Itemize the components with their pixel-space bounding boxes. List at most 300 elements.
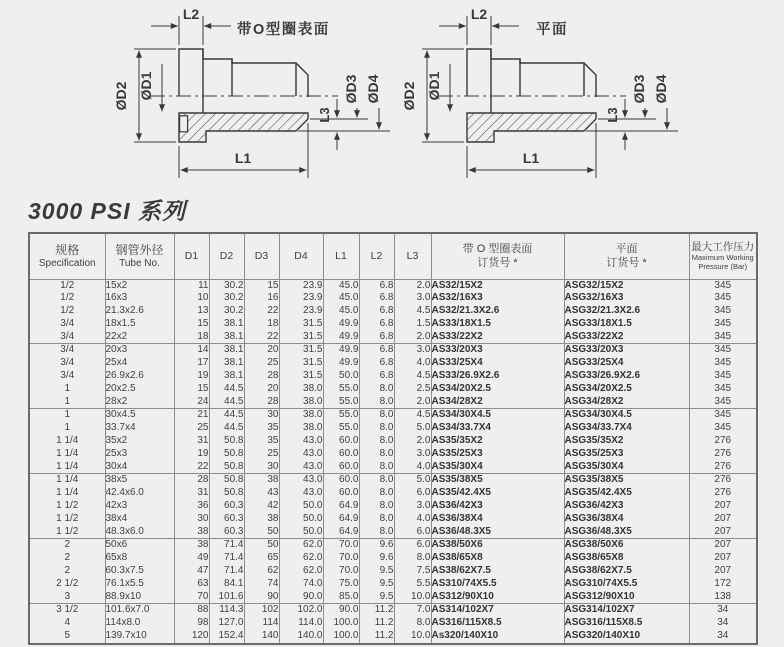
cell-pressure: 276 (689, 487, 757, 500)
cell-order-oring: AS312/90X10 (431, 591, 564, 604)
cell-tube: 101.6x7.0 (105, 604, 174, 617)
cell-l2: 6.8 (359, 370, 394, 383)
cell-l3: 8.0 (394, 617, 431, 630)
cell-l1: 60.0 (323, 435, 359, 448)
col-header-d4: D4 (279, 233, 323, 279)
table-row (29, 331, 757, 344)
col-header-l3: L3 (394, 233, 431, 279)
cell-d2: 114.3 (209, 604, 244, 617)
fitting-outline (467, 49, 596, 142)
dim-label-l3: L3 (317, 107, 332, 123)
cell-d2: 50.8 (209, 461, 244, 474)
cell-d2: 44.5 (209, 396, 244, 409)
cell-order-oring: AS32/15X2 (431, 279, 564, 292)
cell-d1: 49 (174, 552, 209, 565)
cell-spec: 1 (64, 395, 71, 407)
table-row (29, 526, 757, 539)
cell-tube: 38x5 (105, 474, 174, 487)
cell-d4: 31.5 (279, 331, 323, 344)
cell-order-oring: AS36/48.3X5 (431, 526, 564, 539)
cell-pressure: 34 (689, 604, 757, 617)
oring-groove (180, 116, 188, 132)
dim-label-d4: ØD4 (365, 74, 381, 104)
cell-order-oring: AS35/38X5 (431, 474, 564, 487)
cell-d1: 15 (174, 318, 209, 331)
cell-order-oring: AS33/22X2 (431, 331, 564, 344)
cell-tube: 22x2 (105, 331, 174, 344)
cell-spec: 1 1/4 (56, 447, 79, 459)
cell-d2: 44.5 (209, 422, 244, 435)
cell-l3: 3.0 (394, 344, 431, 357)
cell-d4: 74.0 (279, 578, 323, 591)
cell-d4: 43.0 (279, 461, 323, 474)
cell-l3: 4.0 (394, 357, 431, 370)
flat-fitting-drawing (288, 2, 680, 194)
cell-pressure: 345 (689, 292, 757, 305)
dim-label-l2: L2 (470, 6, 488, 22)
cell-spec: 1 (64, 382, 71, 394)
cell-l1: 45.0 (323, 292, 359, 305)
cell-d1: 10 (174, 292, 209, 305)
cell-pressure: 207 (689, 500, 757, 513)
cell-d2: 71.4 (209, 565, 244, 578)
table-row (29, 500, 757, 513)
cell-tube: 38x4 (105, 513, 174, 526)
cell-tube: 28x2 (105, 396, 174, 409)
cell-pressure: 276 (689, 435, 757, 448)
cell-spec: 2 1/2 (56, 577, 79, 589)
cell-l1: 60.0 (323, 461, 359, 474)
cell-order-oring: AS35/30X4 (431, 461, 564, 474)
cell-d2: 38.1 (209, 370, 244, 383)
col-header-flat-order: 平面 订货号 * (564, 233, 689, 279)
col-header-d3: D3 (244, 233, 279, 279)
cell-l3: 8.0 (394, 552, 431, 565)
cell-d3: 20 (244, 344, 279, 357)
cell-pressure: 345 (689, 305, 757, 318)
cell-d4: 23.9 (279, 305, 323, 318)
cell-d1: 18 (174, 331, 209, 344)
cell-l3: 4.5 (394, 370, 431, 383)
cell-order-flat: ASG35/30X4 (564, 461, 689, 474)
cell-spec: 1 1/2 (56, 500, 79, 512)
cell-d3: 50 (244, 526, 279, 539)
cell-tube: 26.9x2.6 (105, 370, 174, 383)
cell-spec: 3 1/2 (29, 604, 105, 617)
cell-l2: 6.8 (359, 305, 394, 318)
table-row (29, 630, 757, 644)
cell-pressure: 345 (689, 383, 757, 396)
cell-spec: 1 1/4 (56, 460, 79, 472)
table-row (29, 474, 757, 487)
cell-l2: 8.0 (359, 487, 394, 500)
cell-order-flat: ASG36/38X4 (564, 513, 689, 526)
cell-l1: 75.0 (323, 578, 359, 591)
cell-order-flat: ASG36/42X3 (564, 500, 689, 513)
cell-pressure: 345 (689, 370, 757, 383)
cell-d2: 38.1 (209, 318, 244, 331)
cell-order-flat: ASG310/74X5.5 (564, 578, 689, 591)
dim-label-d2: ØD2 (113, 81, 129, 111)
cell-d2: 38.1 (209, 344, 244, 357)
cell-order-flat: ASG33/20X3 (564, 344, 689, 357)
cell-pressure: 276 (689, 448, 757, 461)
cell-d2: 30.2 (209, 279, 244, 292)
cell-l2: 6.8 (359, 357, 394, 370)
cell-d1: 24 (174, 396, 209, 409)
spec-table-body (29, 279, 757, 644)
table-row (29, 383, 757, 396)
table-row (29, 292, 757, 305)
cell-d1: 36 (174, 500, 209, 513)
cell-d4: 90.0 (279, 591, 323, 604)
cell-d1: 47 (174, 565, 209, 578)
cell-spec: 2 (64, 565, 71, 577)
cell-l3: 7.5 (394, 565, 431, 578)
cell-pressure: 276 (689, 461, 757, 474)
cell-d4: 50.0 (279, 526, 323, 539)
col-header-d1: D1 (174, 233, 209, 279)
cell-order-flat: ASG314/102X7 (564, 604, 689, 617)
technical-drawings (0, 0, 784, 196)
cell-d3: 102 (244, 604, 279, 617)
cell-d2: 127.0 (209, 617, 244, 630)
cell-order-flat: ASG34/33.7X4 (564, 422, 689, 435)
cell-spec: 1/2 (60, 279, 75, 291)
table-row (29, 604, 757, 617)
cell-d4: 38.0 (279, 422, 323, 435)
cell-l2: 9.5 (359, 565, 394, 578)
cell-tube: 21.3x2.6 (105, 305, 174, 318)
cell-l2: 8.0 (359, 461, 394, 474)
cell-order-oring: AS310/74X5.5 (431, 578, 564, 591)
cell-l3: 2.0 (394, 279, 431, 292)
cell-tube: 139.7x10 (105, 630, 174, 644)
cell-l2: 6.8 (359, 279, 394, 292)
cell-order-flat: ASG312/90X10 (564, 591, 689, 604)
cell-l3: 3.0 (394, 292, 431, 305)
table-row (29, 617, 757, 630)
cell-order-flat: ASG35/35X2 (564, 435, 689, 448)
cell-order-flat: ASG34/20X2.5 (564, 383, 689, 396)
cell-order-flat: ASG38/50X6 (564, 539, 689, 552)
cell-l1: 100.0 (323, 630, 359, 644)
cell-spec: 3 (64, 590, 71, 602)
cell-d1: 88 (174, 604, 209, 617)
cell-d4: 50.0 (279, 513, 323, 526)
dim-label-l1: L1 (234, 150, 252, 166)
cell-d3: 28 (244, 370, 279, 383)
cell-l2: 9.6 (359, 552, 394, 565)
cell-d3: 35 (244, 435, 279, 448)
cell-l3: 5.5 (394, 578, 431, 591)
cell-d1: 19 (174, 448, 209, 461)
cell-d1: 38 (174, 526, 209, 539)
cell-order-oring: AS38/50X6 (431, 539, 564, 552)
cell-d1: 19 (174, 370, 209, 383)
cell-d2: 152.4 (209, 630, 244, 644)
cell-order-oring: AS316/115X8.5 (431, 617, 564, 630)
table-row (29, 487, 757, 500)
cell-d1: 17 (174, 357, 209, 370)
cell-spec: 3/4 (60, 357, 75, 369)
cell-d1: 15 (174, 383, 209, 396)
cell-tube: 50x6 (105, 539, 174, 552)
cell-d1: 30 (174, 513, 209, 526)
cell-d3: 38 (244, 513, 279, 526)
cell-pressure: 207 (689, 565, 757, 578)
cell-spec: 1 1/4 (56, 487, 79, 499)
cell-l3: 4.0 (394, 513, 431, 526)
cell-l3: 6.0 (394, 539, 431, 552)
cell-tube: 114x8.0 (105, 617, 174, 630)
cell-d1: 38 (174, 539, 209, 552)
table-row (29, 409, 757, 422)
cell-d3: 35 (244, 422, 279, 435)
cell-d1: 120 (174, 630, 209, 644)
cell-pressure: 345 (689, 279, 757, 292)
cell-d2: 38.1 (209, 331, 244, 344)
cell-d2: 84.1 (209, 578, 244, 591)
cell-order-flat: ASG35/42.4X5 (564, 487, 689, 500)
cell-d2: 71.4 (209, 552, 244, 565)
cell-pressure: 345 (689, 396, 757, 409)
cell-d2: 50.8 (209, 448, 244, 461)
cell-order-oring: AS38/65X8 (431, 552, 564, 565)
cell-l1: 100.0 (323, 617, 359, 630)
cell-spec: 1 1/2 (56, 525, 79, 537)
cell-pressure: 345 (689, 318, 757, 331)
cell-d4: 140.0 (279, 630, 323, 644)
table-row (29, 539, 757, 552)
cell-l1: 85.0 (323, 591, 359, 604)
cell-pressure: 138 (689, 591, 757, 604)
cell-l2: 8.0 (359, 383, 394, 396)
cell-order-oring: AS32/21.3X2.6 (431, 305, 564, 318)
cell-d3: 38 (244, 474, 279, 487)
cell-pressure: 34 (689, 617, 757, 630)
cell-spec: 3/4 (60, 317, 75, 329)
cell-l3: 2.0 (394, 396, 431, 409)
cell-spec: 5 (64, 630, 71, 642)
cell-l2: 6.8 (359, 344, 394, 357)
dim-label-l3: L3 (605, 107, 620, 123)
cell-tube: 42x3 (105, 500, 174, 513)
cell-tube: 16x3 (105, 292, 174, 305)
cell-d4: 38.0 (279, 396, 323, 409)
cell-d3: 30 (244, 461, 279, 474)
cell-order-flat: ASG38/65X8 (564, 552, 689, 565)
cell-tube: 30x4.5 (105, 409, 174, 422)
cell-l1: 64.9 (323, 526, 359, 539)
cell-pressure: 345 (689, 357, 757, 370)
cell-spec: 3/4 (60, 330, 75, 342)
cell-tube: 20x2.5 (105, 383, 174, 396)
cell-l2: 8.0 (359, 422, 394, 435)
cell-d1: 21 (174, 409, 209, 422)
cell-pressure: 345 (689, 344, 757, 357)
cell-l2: 6.8 (359, 331, 394, 344)
cell-tube: 42.4x6.0 (105, 487, 174, 500)
cell-d3: 18 (244, 318, 279, 331)
cell-order-flat: ASG33/22X2 (564, 331, 689, 344)
col-header-d2: D2 (209, 233, 244, 279)
cell-d1: 31 (174, 435, 209, 448)
table-row (29, 513, 757, 526)
cell-pressure: 345 (689, 422, 757, 435)
cell-d3: 22 (244, 331, 279, 344)
cell-order-flat: ASG36/48.3X5 (564, 526, 689, 539)
dim-label-d4: ØD4 (653, 74, 669, 104)
cell-spec: 1 1/4 (29, 474, 105, 487)
table-row (29, 396, 757, 409)
cell-l2: 8.0 (359, 513, 394, 526)
cell-order-oring: AS34/20X2.5 (431, 383, 564, 396)
cell-l3: 6.0 (394, 526, 431, 539)
dim-label-d2: ØD2 (401, 81, 417, 111)
cell-tube: 65x8 (105, 552, 174, 565)
cell-d3: 114 (244, 617, 279, 630)
cell-order-flat: ASG35/25X3 (564, 448, 689, 461)
cell-l1: 60.0 (323, 474, 359, 487)
cell-pressure: 207 (689, 513, 757, 526)
cell-pressure: 207 (689, 539, 757, 552)
cell-l2: 11.2 (359, 630, 394, 644)
cell-d3: 20 (244, 383, 279, 396)
table-row (29, 305, 757, 318)
cell-d4: 62.0 (279, 539, 323, 552)
cell-l1: 45.0 (323, 279, 359, 292)
cell-spec: 1 1/2 (56, 512, 79, 524)
cell-tube: 33.7x4 (105, 422, 174, 435)
cell-l3: 2.5 (394, 383, 431, 396)
cell-l2: 8.0 (359, 435, 394, 448)
cell-tube: 48.3x6.0 (105, 526, 174, 539)
cell-d1: 11 (174, 279, 209, 292)
table-row (29, 591, 757, 604)
cell-l3: 4.0 (394, 461, 431, 474)
cell-d4: 43.0 (279, 448, 323, 461)
cell-pressure: 207 (689, 552, 757, 565)
cell-pressure: 345 (689, 331, 757, 344)
cell-l3: 5.0 (394, 474, 431, 487)
cell-l2: 8.0 (359, 526, 394, 539)
cell-spec: 1 1/4 (56, 435, 79, 447)
cell-order-flat: ASG33/25X4 (564, 357, 689, 370)
dim-label-l2: L2 (182, 6, 200, 22)
cell-l3: 1.5 (394, 318, 431, 331)
cell-d1: 28 (174, 474, 209, 487)
table-row (29, 552, 757, 565)
cell-d4: 102.0 (279, 604, 323, 617)
cell-d4: 43.0 (279, 435, 323, 448)
col-header-pressure: 最大工作压力 Maximum Working Pressure (Bar) (689, 233, 757, 279)
cell-d4: 23.9 (279, 292, 323, 305)
col-header-tube: 钢管外径 Tube No. (105, 233, 174, 279)
cell-order-oring: AS33/18X1.5 (431, 318, 564, 331)
cell-order-flat: ASG38/62X7.5 (564, 565, 689, 578)
cell-d4: 31.5 (279, 357, 323, 370)
cell-l1: 49.9 (323, 344, 359, 357)
cell-l1: 70.0 (323, 565, 359, 578)
cell-l2: 9.6 (359, 539, 394, 552)
cell-d1: 22 (174, 461, 209, 474)
cell-l2: 11.2 (359, 617, 394, 630)
cell-l1: 70.0 (323, 552, 359, 565)
spec-table (28, 232, 758, 645)
cell-l2: 8.0 (359, 448, 394, 461)
cell-d3: 25 (244, 448, 279, 461)
cell-d3: 50 (244, 539, 279, 552)
cell-l1: 45.0 (323, 305, 359, 318)
cell-order-flat: ASG32/21.3X2.6 (564, 305, 689, 318)
col-header-spec: 规格 Specification (29, 233, 105, 279)
cell-tube: 25x3 (105, 448, 174, 461)
cell-d2: 71.4 (209, 539, 244, 552)
dimensions (401, 6, 678, 178)
cell-d2: 60.3 (209, 500, 244, 513)
cell-tube: 15x2 (105, 279, 174, 292)
cell-spec: 2 (29, 539, 105, 552)
cell-l2: 9.5 (359, 591, 394, 604)
cell-l1: 64.9 (323, 500, 359, 513)
dim-label-d3: ØD3 (343, 74, 359, 104)
cell-spec: 3/4 (60, 370, 75, 382)
cell-d4: 31.5 (279, 370, 323, 383)
cell-order-oring: AS35/35X2 (431, 435, 564, 448)
col-header-oring-order: 带 O 型圈表面 订货号 * (431, 233, 564, 279)
cell-spec: 4 (64, 617, 71, 629)
cell-tube: 88.9x10 (105, 591, 174, 604)
cell-d4: 50.0 (279, 500, 323, 513)
cell-spec: 1/2 (60, 305, 75, 317)
cell-order-oring: AS33/20X3 (431, 344, 564, 357)
cell-tube: 35x2 (105, 435, 174, 448)
cell-d1: 63 (174, 578, 209, 591)
cell-tube: 25x4 (105, 357, 174, 370)
cell-spec: 1/2 (60, 292, 75, 304)
cell-l3: 3.0 (394, 448, 431, 461)
dim-label-d1: ØD1 (426, 71, 442, 101)
cell-order-oring: AS34/33.7X4 (431, 422, 564, 435)
cell-d3: 65 (244, 552, 279, 565)
cell-l3: 4.5 (394, 305, 431, 318)
cell-l2: 8.0 (359, 474, 394, 487)
cell-d3: 25 (244, 357, 279, 370)
cell-pressure: 172 (689, 578, 757, 591)
cell-d3: 42 (244, 500, 279, 513)
cell-d2: 30.2 (209, 292, 244, 305)
cell-order-oring: AS36/38X4 (431, 513, 564, 526)
cell-d4: 114.0 (279, 617, 323, 630)
table-row (29, 461, 757, 474)
col-header-l2: L2 (359, 233, 394, 279)
cell-d4: 23.9 (279, 279, 323, 292)
cell-l1: 55.0 (323, 422, 359, 435)
table-row (29, 448, 757, 461)
cell-l1: 49.9 (323, 318, 359, 331)
dim-label-d3: ØD3 (631, 74, 647, 104)
cell-pressure: 276 (689, 474, 757, 487)
cell-d4: 31.5 (279, 318, 323, 331)
cell-order-oring: AS38/62X7.5 (431, 565, 564, 578)
table-row (29, 370, 757, 383)
cell-spec: 1 (29, 409, 105, 422)
cell-d4: 43.0 (279, 487, 323, 500)
table-row (29, 435, 757, 448)
cell-l2: 8.0 (359, 396, 394, 409)
table-row (29, 357, 757, 370)
